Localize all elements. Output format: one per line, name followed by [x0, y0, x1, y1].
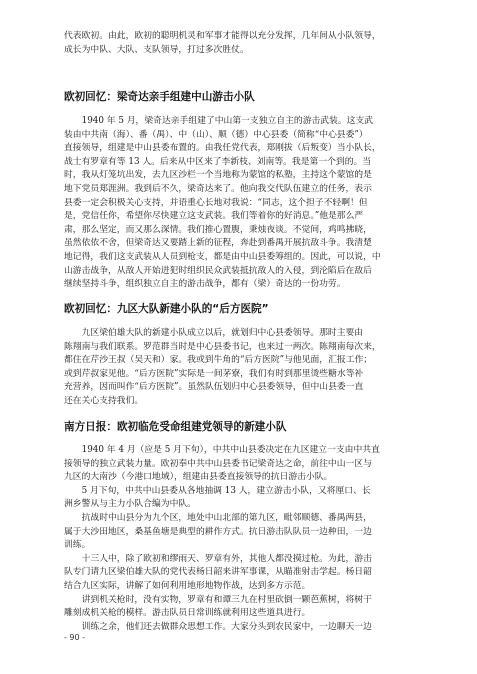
text-line: 1940 年 5 月，梁奇达亲手组建了中山第一支独立自主的游击武装。这支武	[64, 116, 374, 126]
text-line: 地下党员郑涯洲。我到后不久，梁奇达来了。他向我交代队伍建立的任务，表示	[64, 183, 372, 194]
text-line: 雕刻成机关枪的模样。游击队员日常训练就利用这些道具进行。	[64, 608, 311, 619]
text-line: 装由中共南（海）、番（禺）、中（山）、顺（德）中心县委（简称“中心县委”）	[64, 129, 368, 140]
text-line: 是，党信任你，希望你尽快建立这支武装。我们等着你的好消息。”他是那么严	[64, 211, 364, 222]
text-line: 还在关心支持我们。	[64, 395, 144, 406]
text-line: 队专门请九区梁伯雄大队的党代表杨日韶来讲军事课，从瞄准射击学起。杨日韶	[64, 567, 372, 578]
text-line: 都住在芹沙王叔（吴天和）家。我或到牛角的“后方医院”与他见面，汇报工作；	[64, 355, 373, 366]
text-line: 洲乡警从与主力小队合编为中队。	[64, 499, 196, 510]
text-line: 时，我从灯笼坑出发，去九区沙栏一个当地称为蒙馆的私塾，主持这个蒙馆的是	[64, 170, 372, 181]
text-line: 抗战时中山县分为九个区，地处中山北部的第九区，毗邻顺德、番禺两县，	[64, 512, 372, 523]
intro-paragraph	[64, 30, 414, 57]
section-title: 南方日报：欧初临危受命组建党领导的新建小队	[64, 421, 287, 433]
text-line: 虽然依依不舍，但梁奇达又要踏上新的征程，奔赴到番禺开展抗敌斗争。我清楚	[64, 238, 372, 249]
text-line: 九区梁伯雄大队的新建小队成立以后，就划归中心县委领导。那时主要由	[64, 328, 364, 338]
text-line: 或到芹叔家见他。“后方医院”实际是一间茅寮，我们有时到那里烫些糖水等补	[64, 368, 364, 379]
text-line: 1940 年 4 月（应是 5 月下旬），中共中山县委决定在九区建立一支由中共直	[64, 445, 380, 455]
section-title: 欧初回忆：梁奇达亲手组建中山游击小队	[64, 91, 255, 103]
text-line: 直接领导，组建是中山县委布置的。由我任党代表，郑刚拔（后叛变）当小队长，	[64, 143, 381, 154]
text-line: 山游击战争，从敌人开始进犯时组织民众武装抵抗敌人的入侵，到沦陷后在敌后	[64, 265, 372, 276]
text-line: 充营养，因而叫作“后方医院”。虽然队伍划归中心县委领导，但中山县委一直	[64, 382, 364, 393]
text-line: 训练。	[64, 540, 91, 551]
intro-line: 成长为中队、大队、支队领导，打过多次胜仗。	[64, 44, 249, 55]
text-line: 十三人中，除了欧初和缪雨天、罗章有外，其他人都没摸过枪。为此，游击	[64, 553, 372, 564]
text-line: 讲到机关枪时，没有实物，罗章有和谭三九在村里砍倒一颗芭蕉树，将树干	[64, 594, 372, 605]
text-line: 训练之余，他们还去做群众思想工作。大家分头到农民家中，一边聊天一边	[64, 621, 372, 632]
text-line: 地记得，我们这支武装从人员到枪支，都是由中山县委筹组的。因此，可以说，中	[64, 251, 381, 262]
text-line: 县委一定会积极关心支持，并语重心长地对我说：“同志，这个担子不轻啊！但	[64, 197, 368, 208]
text-line: 属于大沙田地区，桑基鱼塘是典型的耕作方式。抗日游击队队员一边种田，一边	[64, 526, 372, 537]
text-line: 5 月下旬，中共中山县委从各地抽调 13 人，建立游击小队，又将厘口、长	[64, 485, 371, 496]
text-line: 接领导的独立武装力量。欧初奉中共中山县委书记梁奇达之命，前往中山一区与	[64, 458, 372, 469]
intro-line: 代表欧初。由此，欧初的聪明机灵和军事才能得以充分发挥，几年间从小队领导，	[64, 31, 381, 41]
section-body	[64, 115, 414, 292]
text-line: 肃，那么坚定，而又那么深情。我们推心置腹，秉烛夜谈。不觉间，鸡鸣拂晓，	[64, 224, 372, 235]
text-line: 战士有罗章有等 13 人。后来从中区来了李新枝、刘南等。我是第一个到的。当	[64, 156, 372, 167]
page-number: - 90 -	[64, 633, 86, 642]
section-body	[64, 444, 414, 634]
text-line: 陈翔南与我们联系。罗范群当时是中心县委书记，也来过一两次。陈翔南每次来，	[64, 341, 381, 352]
text-line: 九区的大南沙（今港口地域），组建由县委直接领导的抗日游击小队。	[64, 472, 333, 483]
section-title: 欧初回忆：九区大队新建小队的“后方医院”	[64, 303, 269, 315]
text-line: 结合九区实际，讲解了如何利用地形地物作战，达到多方示范。	[64, 580, 311, 591]
text-line: 继续坚持斗争，组织独立自主的游击战争，都有（梁）奇达的一份功劳。	[64, 279, 346, 290]
section-body	[64, 327, 414, 409]
